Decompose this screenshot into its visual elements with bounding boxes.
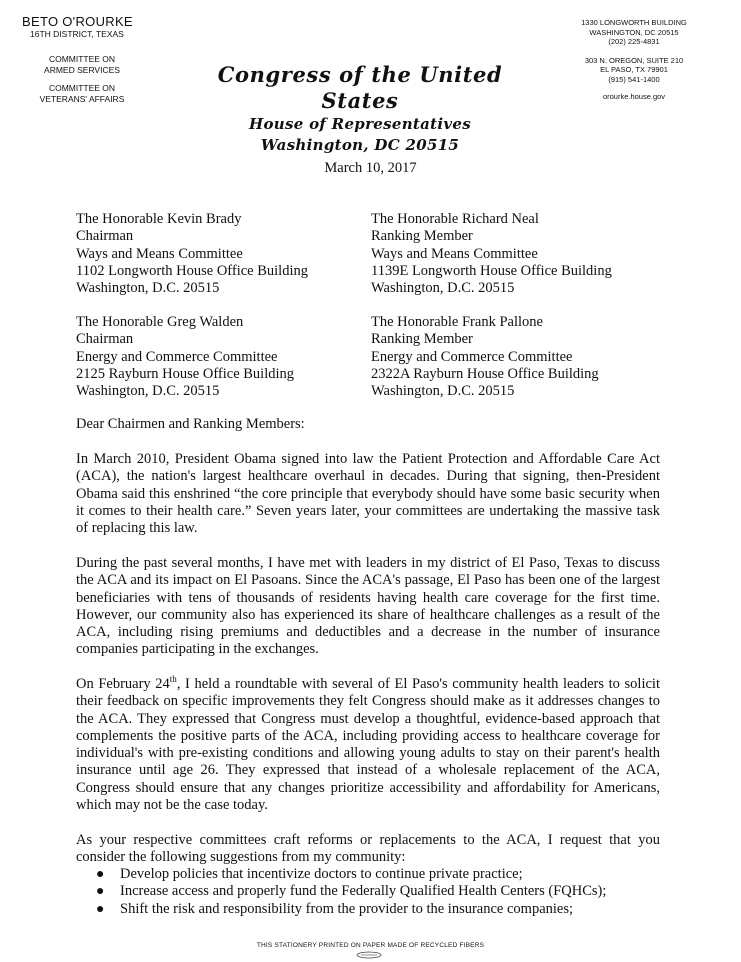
- addressee-line: 1102 Longworth House Office Building: [76, 262, 308, 279]
- list-item: [96, 866, 606, 883]
- paragraph-2: During the past several months, I have met with leaders in my district of El Paso, Texas to discuss the ACA and its impact on El Pasoans. Since the ACA's passage, El Paso has been one of the largest beneficiaries with tens of thousands of residents having health care coverage for the first time. However, our community also has experienced its share of healthcare challenges as a result of the ACA, including rising premiums and deductibles and a decrease in the number of insurance companies participating in the exchanges.: [76, 555, 660, 658]
- addressee-line: Chairman: [76, 331, 134, 348]
- paragraph-3: [76, 676, 660, 814]
- union-label-icon: [355, 951, 383, 959]
- letterhead-left: [22, 14, 162, 105]
- washington-title: Washington, DC 20515: [260, 136, 460, 154]
- member-name: BETO O'ROURKE: [22, 14, 133, 29]
- district: 16TH DISTRICT, TEXAS: [30, 29, 124, 39]
- district-office-line2: EL PASO, TX 79901: [600, 65, 668, 74]
- addressee-line: Energy and Commerce Committee: [76, 348, 278, 365]
- house-title: House of Representatives: [249, 115, 471, 133]
- addressee-line: Ways and Means Committee: [371, 245, 538, 262]
- addressee-line: Energy and Commerce Committee: [371, 348, 573, 365]
- addressee-line: Washington, D.C. 20515: [371, 280, 515, 297]
- bullet-icon: ●: [96, 867, 105, 882]
- letterhead-title: [180, 62, 540, 156]
- dc-office-line1: 1330 LONGWORTH BUILDING: [581, 18, 687, 27]
- paragraph-4: As your respective committees craft reforms or replacements to the ACA, I request that you consider the following suggestions from my community:: [76, 832, 660, 866]
- district-office-line1: 303 N. OREGON, SUITE 210: [584, 55, 684, 65]
- paragraph-3-rest: , I held a roundtable with several of El Paso's community health leaders to solicit their feedback on specific improvements they felt Congress should make as it addresses changes to the ACA. They expressed that Congress must develop a thoughtful, evidence-based approach that complements the positive parts of the ACA, including providing access to healthcare coverage for individual's with pre-existing conditions and allowing young adults to stay on their parent's health insurance until age 26. They expressed that instead of a wholesale replacement of the ACA, Congress should ensure that any changes prioritize accessibility and affordability for Americans, which may not be the case today.: [76, 676, 660, 814]
- addressee-line: Chairman: [76, 228, 134, 245]
- dc-office-phone: (202) 225-4831: [608, 37, 660, 46]
- bullet-icon: ●: [96, 884, 105, 900]
- addressee-line: Washington, D.C. 20515: [371, 383, 515, 400]
- addressee-line: Washington, D.C. 20515: [76, 383, 220, 400]
- congress-title: Congress of the United States: [217, 62, 503, 113]
- list-item-text: Shift the risk and responsibility from the provider to the insurance companies;: [120, 900, 574, 917]
- addressee-line: The Honorable Frank Pallone: [371, 314, 543, 330]
- suggestion-list: [96, 866, 606, 918]
- addressee-line: Ranking Member: [371, 228, 473, 245]
- addressee-line: Ways and Means Committee: [76, 245, 243, 262]
- addressee-brady: [76, 211, 308, 297]
- addressee-line: Ranking Member: [371, 331, 473, 348]
- list-item: [96, 901, 606, 918]
- committee-armed-services-line2: ARMED SERVICES: [44, 65, 120, 75]
- letterhead-right: [554, 18, 694, 102]
- paragraph-3-start: On February 24: [76, 676, 170, 692]
- bullet-icon: ●: [96, 901, 105, 917]
- addressee-neal: [371, 211, 612, 297]
- committee-armed-services-line1: COMMITTEE ON: [48, 54, 116, 64]
- website: orourke.house.gov: [602, 92, 666, 101]
- district-office-phone: (915) 541-1400: [608, 74, 660, 84]
- addressee-line: The Honorable Greg Walden: [76, 314, 244, 330]
- recycled-paper-footer: THIS STATIONERY PRINTED ON PAPER MADE OF RECYCLED FIBERS: [256, 942, 485, 949]
- dc-office-line2: WASHINGTON, DC 20515: [589, 27, 679, 37]
- addressee-line: Washington, D.C. 20515: [76, 280, 220, 297]
- addressee-line: The Honorable Richard Neal: [371, 211, 539, 227]
- committee-veterans-line2: VETERANS' AFFAIRS: [39, 94, 125, 104]
- letter-date: March 10, 2017: [324, 160, 417, 176]
- addressee-pallone: [371, 314, 599, 400]
- addressee-walden: [76, 314, 294, 400]
- addressee-line: 2125 Rayburn House Office Building: [76, 365, 295, 382]
- list-item: [96, 883, 606, 900]
- paragraph-3-superscript: th: [169, 674, 177, 685]
- paragraph-1: In March 2010, President Obama signed into law the Patient Protection and Affordable Care Act (ACA), the nation's largest healthcare overhaul in decades. During that signing, then-President Obama said this enshrined “the core principle that everybody should have some basic security when it comes to their health care.” Seven years later, your committees are undertaking the massive task of replacing this law.: [76, 451, 660, 537]
- addressee-line: 1139E Longworth House Office Building: [371, 262, 612, 279]
- committee-veterans-line1: COMMITTEE ON: [48, 83, 116, 93]
- list-item-text: Develop policies that incentivize doctors to continue private practice;: [120, 866, 523, 882]
- addressee-line: The Honorable Kevin Brady: [76, 211, 242, 227]
- salutation: Dear Chairmen and Ranking Members:: [76, 416, 305, 432]
- list-item-text: Increase access and properly fund the Federally Qualified Health Centers (FQHCs);: [120, 883, 607, 900]
- addressee-line: 2322A Rayburn House Office Building: [371, 365, 599, 382]
